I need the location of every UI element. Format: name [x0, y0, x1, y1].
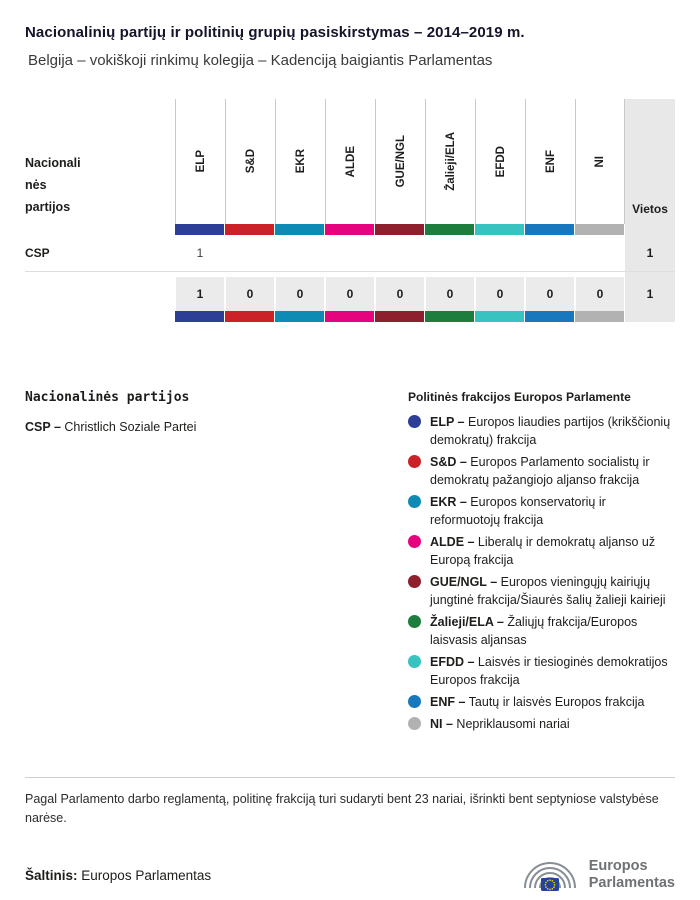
group-color-bar-bottom	[25, 311, 675, 322]
group-color-dot	[408, 717, 421, 730]
row-axis-label: Nacionali nės partijos	[25, 156, 81, 214]
logo-line1: Europos	[588, 858, 648, 874]
group-legend-text: EKR – Europos konservatorių ir reformuotojų frakcija	[430, 495, 606, 527]
group-column-header	[175, 99, 225, 224]
group-legend-text: NI – Nepriklausomi nariai	[430, 717, 570, 731]
group-legend-item	[408, 653, 675, 689]
group-total-cell: 0	[375, 277, 425, 311]
party-row	[25, 235, 675, 272]
seat-value-cell	[375, 235, 425, 271]
group-color-swatch	[425, 311, 475, 322]
group-legend-text: Žalieji/ELA – Žaliųjų frakcija/Europos laisvasis aljansas	[430, 615, 638, 647]
group-color-dot	[408, 535, 421, 548]
source-line	[25, 868, 211, 883]
group-total-cell: 0	[525, 277, 575, 311]
group-legend-text: EFDD – Laisvės ir tiesioginės demokratijos Europos frakcija	[430, 655, 668, 687]
group-total-cell: 0	[325, 277, 375, 311]
group-total-cell: 0	[425, 277, 475, 311]
logo-line2: Parlamentas	[588, 875, 675, 891]
group-legend-list	[408, 413, 675, 733]
party-abbr: CSP –	[25, 420, 61, 434]
group-color-swatch	[375, 224, 425, 235]
seat-value-cell	[225, 235, 275, 271]
group-color-dot	[408, 575, 421, 588]
seat-value-cell: 1	[196, 246, 204, 260]
group-color-swatch	[575, 224, 625, 235]
group-legend-item	[408, 715, 675, 733]
group-column-label: ALDE	[344, 145, 357, 178]
group-color-swatch	[225, 224, 275, 235]
group-abbr: GUE/NGL –	[430, 575, 498, 589]
national-parties-legend	[25, 390, 408, 737]
seat-value-cell	[475, 235, 525, 271]
group-color-swatch	[275, 224, 325, 235]
group-color-swatch	[175, 311, 225, 322]
political-groups-legend	[408, 390, 675, 737]
group-color-swatch	[375, 311, 425, 322]
group-color-swatch	[475, 224, 525, 235]
group-column-label: S&D	[244, 149, 257, 174]
group-color-dot	[408, 615, 421, 628]
group-legend-item	[408, 573, 675, 609]
footnote: Pagal Parlamento darbo reglamentą, politinę frakciją turi sudaryti bent 23 nariai, išrinkti bent septyniose valstybėse narėse.	[25, 792, 659, 825]
grand-total-seats: 1	[625, 277, 675, 311]
page-subtitle: Belgija – vokiškoji rinkimų kolegija – Kadenciją baigiantis Parlamentas	[28, 52, 493, 69]
group-legend-text: ALDE – Liberalų ir demokratų aljanso už Europą frakcija	[430, 535, 656, 567]
group-color-swatch	[325, 224, 375, 235]
seats-column-header: Vietos	[625, 99, 675, 224]
logo-wordmark	[589, 858, 675, 892]
totals-row	[25, 277, 675, 311]
group-color-dot	[408, 695, 421, 708]
group-legend-item	[408, 413, 675, 449]
legend-section	[25, 390, 675, 737]
group-abbr: EKR –	[430, 495, 467, 509]
seat-value-cell	[325, 235, 375, 271]
group-legend-item	[408, 613, 675, 649]
political-groups-heading: Politinės frakcijos Europos Parlamente	[408, 390, 631, 404]
group-abbr: ALDE –	[430, 535, 475, 549]
group-color-swatch	[425, 224, 475, 235]
group-total-cell: 1	[175, 277, 225, 311]
group-legend-item	[408, 693, 675, 711]
group-legend-text: ENF – Tautų ir laisvės Europos frakcija	[430, 695, 645, 709]
group-color-swatch	[225, 311, 275, 322]
group-column-label: EKR	[294, 149, 307, 174]
group-total-cell: 0	[575, 277, 625, 311]
group-legend-item	[408, 493, 675, 529]
source-row	[25, 854, 675, 896]
footer-divider	[25, 777, 675, 778]
page-title: Nacionalinių partijų ir politinių grupių pasiskirstymas – 2014–2019 m.	[25, 24, 525, 41]
group-color-swatch	[575, 311, 625, 322]
group-column-header	[475, 99, 525, 224]
group-legend-item	[408, 533, 675, 569]
group-abbr: NI –	[430, 717, 453, 731]
group-color-swatch	[475, 311, 525, 322]
group-column-label: NI	[594, 155, 606, 168]
national-parties-heading: Nacionalinės partijos	[25, 390, 190, 405]
group-column-label: GUE/NGL	[394, 135, 407, 188]
seats-table	[25, 99, 675, 322]
group-color-dot	[408, 655, 421, 668]
group-column-header	[575, 99, 625, 224]
group-abbr: EFDD –	[430, 655, 475, 669]
european-parliament-logo	[519, 854, 675, 896]
seat-value-cell	[275, 235, 325, 271]
group-column-header	[225, 99, 275, 224]
group-abbr: Žalieji/ELA –	[430, 615, 504, 629]
group-legend-item	[408, 453, 675, 489]
group-column-header	[275, 99, 325, 224]
party-seats-total: 1	[625, 235, 675, 271]
group-color-swatch	[525, 224, 575, 235]
group-column-label: ENF	[544, 150, 557, 173]
source-label: Šaltinis:	[25, 867, 78, 883]
group-legend-text: GUE/NGL – Europos vieningųjų kairiųjų jungtinė frakcija/Šiaurės šalių žalieji kairieji	[430, 575, 666, 607]
group-total-cell: 0	[475, 277, 525, 311]
group-legend-text: ELP – Europos liaudies partijos (krikščionių demokratų) frakcija	[430, 415, 671, 447]
seat-value-cell	[525, 235, 575, 271]
group-column-label: EFDD	[494, 145, 507, 178]
group-column-label: ELP	[194, 150, 207, 173]
group-column-header	[425, 99, 475, 224]
group-color-dot	[408, 495, 421, 508]
group-legend-text: S&D – Europos Parlamento socialistų ir demokratų pažangiojo aljanso frakcija	[430, 455, 650, 487]
party-legend-list	[25, 420, 408, 434]
table-header-row	[25, 99, 675, 224]
group-column-header	[525, 99, 575, 224]
seat-value-cell	[425, 235, 475, 271]
group-total-cell: 0	[225, 277, 275, 311]
group-column-header	[325, 99, 375, 224]
source-value: Europos Parlamentas	[81, 867, 212, 883]
party-legend-item: CSP – Christlich Soziale Partei	[25, 420, 197, 434]
seat-value-cell	[575, 235, 625, 271]
group-column-header	[375, 99, 425, 224]
group-color-swatch	[525, 311, 575, 322]
european-parliament-hemicycle-icon	[519, 854, 581, 896]
group-color-swatch	[175, 224, 225, 235]
group-total-cell: 0	[275, 277, 325, 311]
group-abbr: S&D –	[430, 455, 467, 469]
group-color-bar-top	[25, 224, 675, 235]
group-abbr: ELP –	[430, 415, 465, 429]
group-color-swatch	[325, 311, 375, 322]
party-name: CSP	[25, 246, 50, 260]
group-column-label: Žalieji/ELA	[444, 132, 457, 191]
group-color-dot	[408, 415, 421, 428]
group-color-dot	[408, 455, 421, 468]
group-abbr: ENF –	[430, 695, 466, 709]
group-color-swatch	[275, 311, 325, 322]
